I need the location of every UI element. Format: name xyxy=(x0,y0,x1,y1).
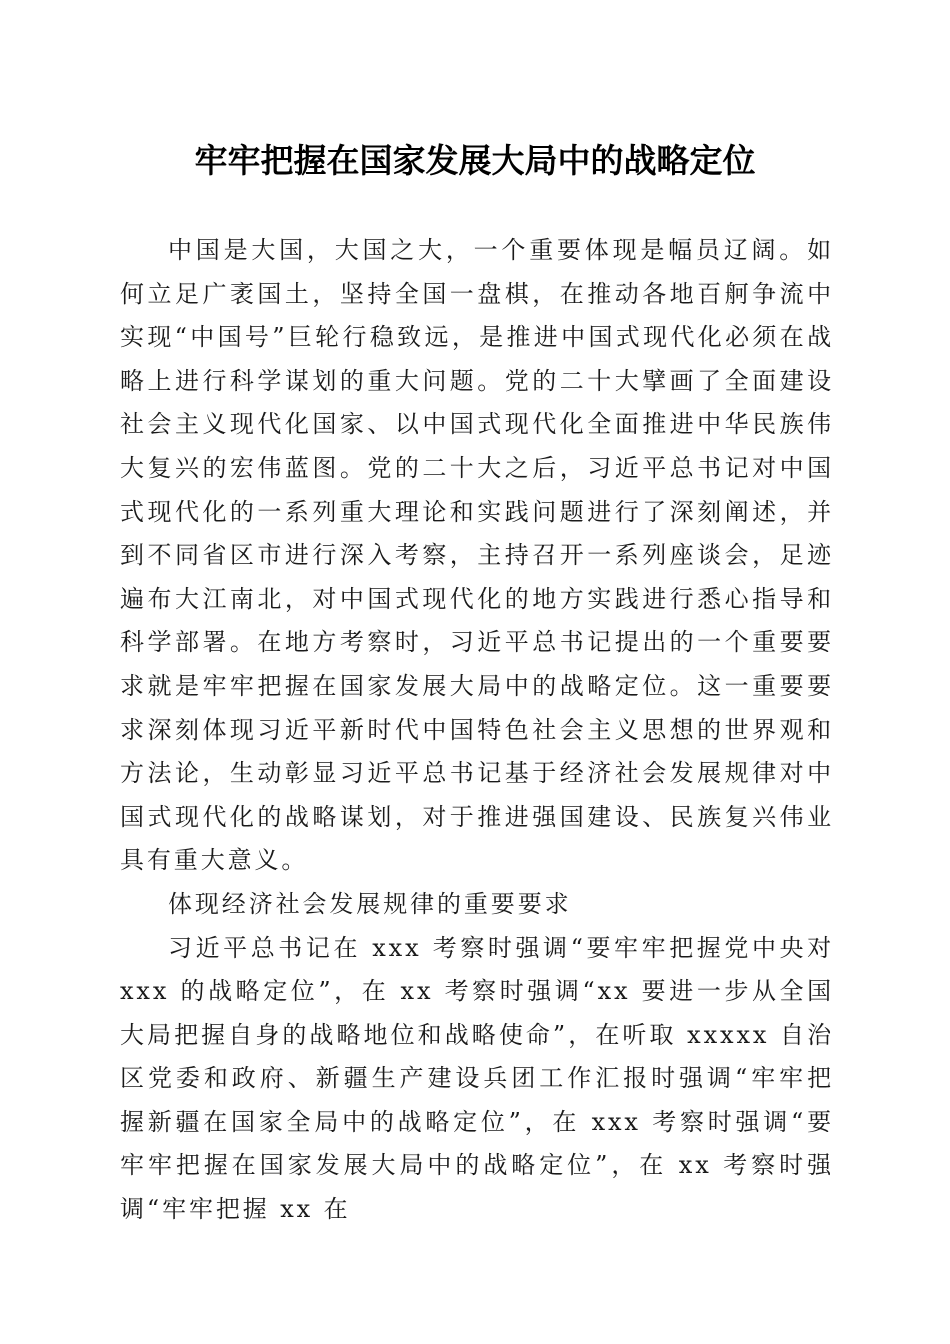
paragraph-intro: 中国是大国，大国之大，一个重要体现是幅员辽阔。如何立足广袤国土，坚持全国一盘棋，在推动各地百舸争流中实现“中国号”巨轮行稳致远，是推进中国式现代化必须在战略上进行科学谋划的重大问题。党的二十大擘画了全面建设社会主义现代化国家、以中国式现代化全面推进中华民族伟大复兴的宏伟蓝图。党的二十大之后，习近平总书记对中国式现代化的一系列重大理论和实践问题进行了深刻阐述，并到不同省区市进行深入考察，主持召开一系列座谈会，足迹遍布大江南北，对中国式现代化的地方实践进行悉心指导和科学部署。在地方考察时，习近平总书记提出的一个重要要求就是牢牢把握在国家发展大局中的战略定位。这一重要要求深刻体现习近平新时代中国特色社会主义思想的世界观和方法论，生动彰显习近平总书记基于经济社会发展规律对中国式现代化的战略谋划，对于推进强国建设、民族复兴伟业具有重大意义。 xyxy=(120,236,834,875)
document-body xyxy=(120,229,834,1232)
paragraph-section-1: 习近平总书记在 xxx 考察时强调“要牢牢把握党中央对 xxx 的战略定位”，在 xx 考察时强调“xx 要进一步从全国大局把握自身的战略地位和战略使命”，在听取 xxxxx 自治区党委和政府、新疆生产建设兵团工作汇报时强调“牢牢把握新疆在国家全局中的战略定位”，在 xxx 考察时强调“要牢牢把握在国家发展大局中的战略定位”，在 xx 考察时强调“牢牢把握 xx 在 xyxy=(120,933,834,1224)
section-heading: 体现经济社会发展规律的重要要求 xyxy=(168,889,572,918)
document-title: 牢牢把握在国家发展大局中的战略定位 xyxy=(194,141,756,180)
